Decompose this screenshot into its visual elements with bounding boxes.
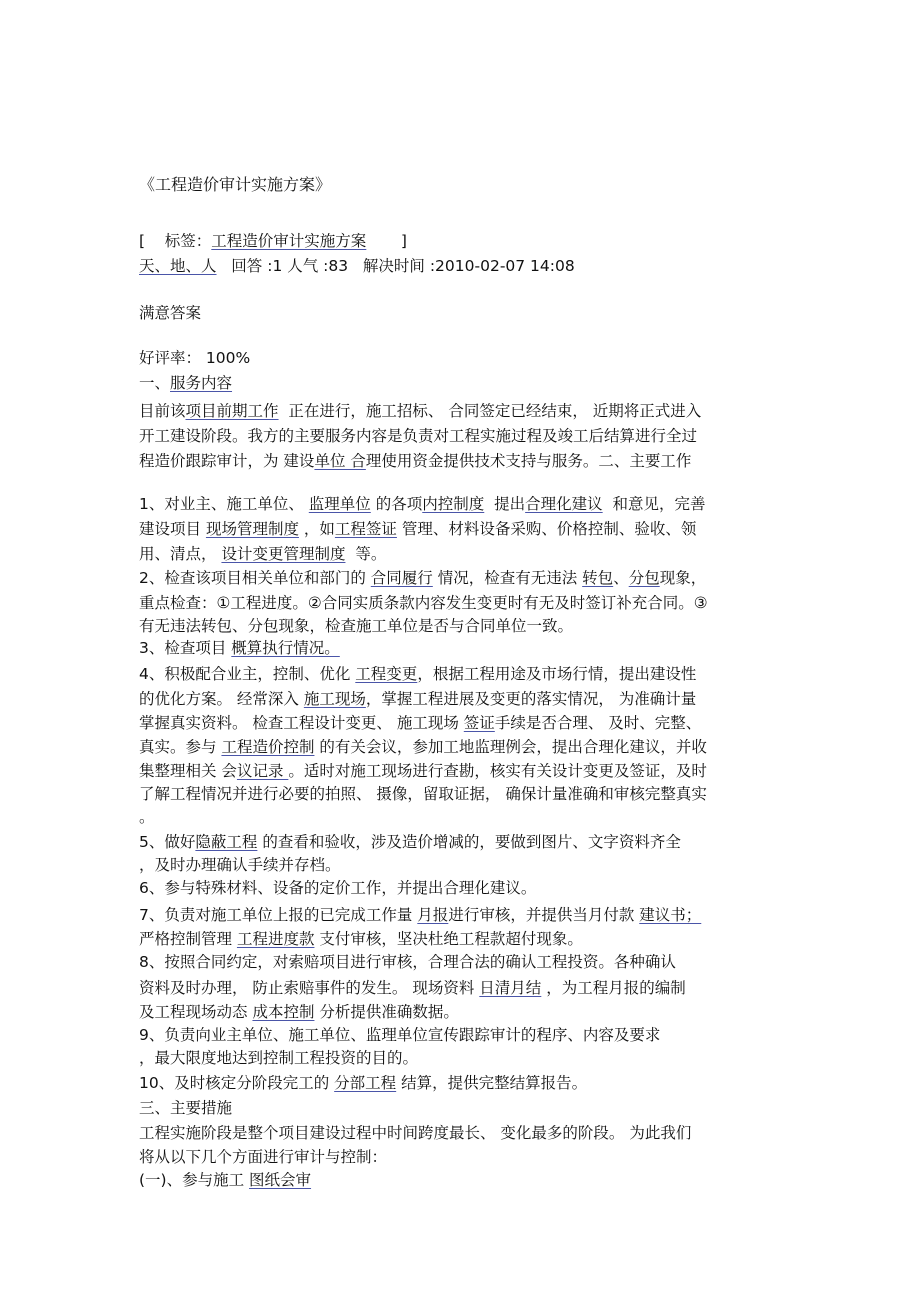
cost-control-link-2[interactable]: 成本控制: [252, 1003, 315, 1021]
proposal-link[interactable]: 建议书；: [639, 906, 702, 924]
project-preliminary-link[interactable]: 项目前期工作: [185, 402, 279, 420]
design-change-link[interactable]: 设计变更管理制度: [221, 545, 346, 563]
cost-control-link[interactable]: 工程造价控制: [221, 738, 315, 756]
site-management-link[interactable]: 现场管理制度: [205, 520, 299, 538]
item-8: 8、按照合同约定，对索赔项目进行审核，合理合法的确认工程投资。各种确认: [139, 953, 676, 971]
paragraph-line: 开工建设阶段。我方的主要服务内容是负责对工程实施过程及竣工后结算进行全过: [139, 427, 698, 445]
section-3-heading: 三、主要措施: [139, 1099, 233, 1117]
section-1-heading: 一、服务内容: [139, 374, 233, 392]
item-7-line-2: 严格控制管理 工程进度款 支付审核，坚决杜绝工程款超付现象。: [139, 930, 583, 948]
item-5-line-2: ，及时办理确认手续并存档。: [139, 856, 341, 874]
item-4-line-2: 的优化方案。 经常深入 施工现场，掌握工程进展及变更的落实情况， 为准确计量: [139, 690, 697, 708]
supervision-unit-link[interactable]: 监理单位: [308, 495, 371, 513]
monthly-report-link[interactable]: 月报: [417, 906, 449, 924]
item-9: 9、负责向业主单位、施工单位、监理单位宣传跟踪审计的程序、内容及要求: [139, 1026, 661, 1044]
meeting-minutes-link[interactable]: 议记录: [236, 762, 289, 780]
concealed-work-link[interactable]: 隐蔽工程: [195, 833, 258, 851]
item-4-line-6: 了解工程情况并进行必要的拍照、 摄像，留取证据， 确保计量准确和审核完整真实: [139, 785, 707, 803]
rationalization-link[interactable]: 合理化建议: [525, 495, 603, 513]
drawing-review-link[interactable]: 图纸会审: [249, 1171, 312, 1189]
item-6: 6、参与特殊材料、设备的定价工作，并提出合理化建议。: [139, 879, 537, 897]
item-1-line-2: 建设项目 现场管理制度 ，如工程签证 管理、材料设备采购、价格控制、验收、领: [139, 520, 697, 538]
item-7: 7、负责对施工单位上报的已完成工作量 月报进行审核，并提供当月付款 建议书；: [139, 906, 702, 924]
visa-link[interactable]: 签证: [463, 714, 495, 732]
meta-line: [139, 254, 575, 278]
author-link[interactable]: 天、地、人: [139, 257, 217, 275]
subcontract-transfer-link[interactable]: 转包: [582, 569, 614, 587]
satisfied-heading: 满意答案: [139, 304, 202, 322]
subcontract-link[interactable]: 分包: [628, 569, 660, 587]
item-8-line-2: 资料及时办理， 防止索赔事件的发生。 现场资料 日清月结 ，为工程月报的编制: [139, 979, 686, 997]
tag-line: [ 标签：工程造价审计实施方案 ]: [139, 232, 407, 250]
tag-label: 标签：: [164, 232, 212, 250]
item-8-line-3: 及工程现场动态 成本控制 分析提供准确数据。: [139, 1003, 459, 1021]
item-2-line-2: 重点检查：①工程进度。②合同实质条款内容发生变更时有无及时签订补充合同。③: [139, 594, 708, 612]
item-4: 4、积极配合业主，控制、优化 工程变更，根据工程用途及市场行情，提出建设性: [139, 665, 697, 683]
tag-link[interactable]: 工程造价审计实施方案: [211, 232, 367, 250]
engineering-change-link[interactable]: 工程变更: [355, 665, 418, 683]
contract-performance-link[interactable]: 合同履行: [370, 569, 433, 587]
budget-link[interactable]: 概算执行情况。: [231, 639, 340, 657]
daily-settlement-link[interactable]: 日清月结: [479, 979, 542, 997]
construction-unit-link[interactable]: 单位 合: [314, 452, 366, 470]
service-content-link[interactable]: 服务内容: [170, 374, 233, 392]
item-1: 1、对业主、施工单位、 监理单位 的各项内控制度 提出合理化建议 和意见，完善: [139, 495, 706, 513]
internal-control-link[interactable]: 内控制度: [422, 495, 485, 513]
rating-line: 好评率： 100%: [139, 349, 251, 367]
item-4-line-3: 掌握真实资料。 检查工程设计变更、 施工现场 签证手续是否合理、 及时、完整、: [139, 714, 702, 732]
item-4-line-7: 。: [139, 808, 155, 826]
item-5: 5、做好隐蔽工程 的查看和验收，涉及造价增减的，要做到图片、文字资料齐全: [139, 833, 681, 851]
sub-project-link[interactable]: 分部工程: [334, 1074, 397, 1092]
paragraph-3-line-2: 将从以下几个方面进行审计与控制：: [139, 1148, 388, 1166]
item-3: 3、检查项目 概算执行情况。: [139, 639, 340, 657]
item-10: 10、及时核定分阶段完工的 分部工程 结算，提供完整结算报告。: [139, 1074, 588, 1092]
subitem-1: (一)、参与施工 图纸会审: [139, 1171, 312, 1189]
item-1-line-3: 用、清点， 设计变更管理制度 等。: [139, 545, 387, 563]
item-2-line-3: 有无违法转包、分包现象，检查施工单位是否与合同单位一致。: [139, 617, 574, 635]
paragraph-line: 程造价跟踪审计，为 建设单位 合理使用资金提供技术支持与服务。二、主要工作: [139, 452, 692, 470]
paragraph-3-line-1: 工程实施阶段是整个项目建设过程中时间跨度最长、 变化最多的阶段。 为此我们: [139, 1124, 692, 1142]
paragraph-line: 目前该项目前期工作 正在进行，施工招标、 合同签定已经结束， 近期将正式进入: [139, 402, 702, 420]
answer-count: 回答 :1: [231, 257, 283, 275]
solved-time: 解决时间 :2010-02-07 14:08: [362, 257, 575, 275]
item-4-line-5: 集整理相关 会议记录 。适时对施工现场进行查勘，核实有关设计变更及签证，及时: [139, 762, 707, 780]
item-2: 2、检查该项目相关单位和部门的 合同履行 情况，检查有无违法 转包、分包现象，: [139, 569, 707, 587]
item-4-line-4: 真实。参与 工程造价控制 的有关会议，参加工地监理例会，提出合理化建议，并收: [139, 738, 707, 756]
document-title: 《工程造价审计实施方案》: [139, 175, 332, 194]
progress-payment-link[interactable]: 工程进度款: [236, 930, 315, 948]
construction-site-link[interactable]: 施工现场: [303, 690, 366, 708]
view-count: 人气 :83: [287, 257, 349, 275]
item-9-line-2: ，最大限度地达到控制工程投资的目的。: [139, 1049, 419, 1067]
engineering-visa-link[interactable]: 工程签证: [334, 520, 397, 538]
